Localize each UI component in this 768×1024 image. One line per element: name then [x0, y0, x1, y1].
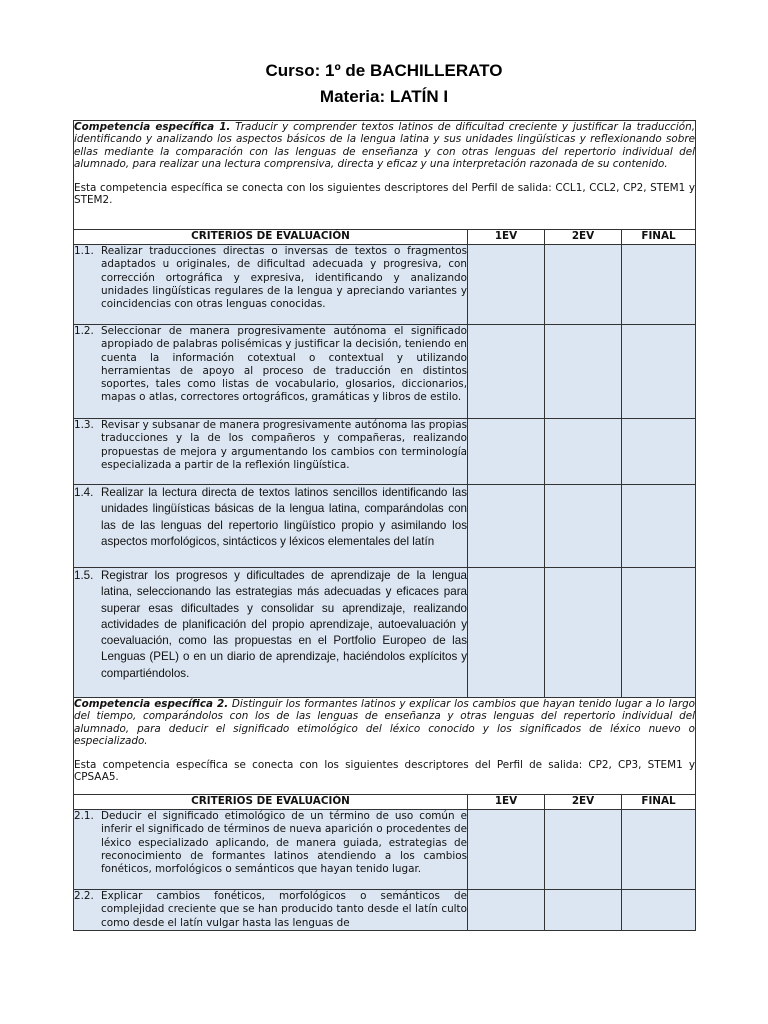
grade-cell-final[interactable] — [622, 568, 696, 698]
ev1-header: 1EV — [468, 795, 545, 810]
criterion-text: Realizar la lectura directa de textos latinos sencillos identificando las unidades lingüísticas básicas de la lengua latina, comparándolas con las de las lenguas del repertorio lingüístico propio y asimilando los aspectos morfológicos, sintácticos y léxicos elementales del latín — [101, 486, 467, 548]
criteria-header: CRITERIOS DE EVALUACIÓN — [74, 795, 468, 810]
criterion-cell — [74, 485, 468, 568]
grade-cell-1ev[interactable] — [468, 568, 545, 698]
competencia-text: Distinguir los formantes latinos y explicar los cambios que hayan tenido lugar a lo largo del tiempo, comparándolos con los de las lenguas de enseñanza y otras lenguas del repertorio individual del alumnado, para deducir el significado etimológico del léxico conocido y los significados de léxico nuevo o especializado. — [74, 698, 696, 747]
criterion-text: Revisar y subsanar de manera progresivamente autónoma las propias traducciones y la de los compañeros y compañeras, realizando propuestas de mejora y argumentando los cambios con terminología especializada a partir de la reflexión lingüística. — [101, 419, 467, 471]
competencia-row — [74, 698, 696, 795]
grade-cell-2ev[interactable] — [545, 810, 622, 890]
criterion-text: Registrar los progresos y dificultades de aprendizaje de la lengua latina, seleccionando las estrategias más adecuadas y eficaces para superar esas dificultades y consolidar su aprendizaje, realizando actividades de planificación del propio aprendizaje, autoevaluación y coevaluación, como las propuestas en el Portfolio Europeo de las Lenguas (PEL) o en un diario de aprendizaje, haciéndolos explícitos y compartiéndolos. — [101, 569, 467, 680]
criteria-header-row — [74, 230, 696, 245]
ev2-header: 2EV — [545, 795, 622, 810]
criterion-cell — [74, 419, 468, 485]
criterion-number: 1.5. — [74, 569, 94, 582]
evaluation-table — [73, 120, 696, 931]
criterion-number: 1.4. — [74, 486, 94, 499]
criterion-cell — [74, 568, 468, 698]
criterion-text: Explicar cambios fonéticos, morfológicos o semánticos de complejidad creciente que se han producido tanto desde el latín culto como desde el latín vulgar hasta las lenguas de — [101, 890, 467, 929]
grade-cell-final[interactable] — [622, 245, 696, 325]
grade-cell-final[interactable] — [622, 890, 696, 931]
criterion-cell — [74, 325, 468, 419]
grade-cell-final[interactable] — [622, 419, 696, 485]
criterion-number: 1.1. — [74, 245, 94, 257]
criterion-text: Seleccionar de manera progresivamente autónoma el significado apropiado de palabras polisémicas y justificar la decisión, teniendo en cuenta la información cotextual o contextual y utilizando herramientas de apoyo al proceso de traducción en distintos soportes, tales como listas de vocabulario, glosarios, diccionarios, mapas o atlas, correctores ortográficos, gramáticas y libros de estilo. — [101, 325, 467, 404]
competencia-connection: Esta competencia específica se conecta con los siguientes descriptores del Perfil de salida: CP2, CP3, STEM1 y CPSAA5. — [74, 759, 696, 784]
grade-cell-2ev[interactable] — [545, 419, 622, 485]
course-title: Curso: 1º de BACHILLERATO — [265, 61, 503, 80]
criterion-text: Deducir el significado etimológico de un término de uso común e inferir el significado de términos de nueva aparición o procedentes de léxico especializado aplicando, de manera guiada, estrategias de reconocimiento de formantes latinos atendiendo a los cambios fonéticos, morfológicos o semánticos que hayan tenido lugar. — [101, 810, 467, 876]
criterion-number: 2.1. — [74, 810, 94, 822]
competencia-heading: Competencia específica 2. — [74, 698, 229, 710]
grade-cell-2ev[interactable] — [545, 325, 622, 419]
criteria-header-row — [74, 795, 696, 810]
ev1-header: 1EV — [468, 230, 545, 245]
grade-cell-final[interactable] — [622, 810, 696, 890]
ev2-header: 2EV — [545, 230, 622, 245]
grade-cell-2ev[interactable] — [545, 890, 622, 931]
competencia-row — [74, 121, 696, 230]
final-header: FINAL — [622, 795, 696, 810]
table-row — [74, 419, 696, 485]
criterion-number: 2.2. — [74, 890, 94, 902]
grade-cell-2ev[interactable] — [545, 568, 622, 698]
grade-cell-final[interactable] — [622, 485, 696, 568]
criterion-text: Realizar traducciones directas o inversas de textos o fragmentos adaptados u originales, de dificultad adecuada y progresiva, con corrección ortográfica y expresiva, identificando y analizando unidades lingüísticas regulares de la lengua y apreciando variantes y coincidencias con otras lenguas conocidas. — [101, 245, 467, 311]
criterion-number: 1.2. — [74, 325, 94, 337]
table-row — [74, 245, 696, 325]
grade-cell-1ev[interactable] — [468, 325, 545, 419]
table-row — [74, 485, 696, 568]
table-row — [74, 810, 696, 890]
document-header — [0, 58, 768, 110]
criterion-cell — [74, 890, 468, 931]
competencia-text: Traducir y comprender textos latinos de dificultad creciente y justificar la traducción, identificando y analizando los aspectos básicos de la lengua latina y sus unidades lingüísticas y reflexionando sobre ellas mediante la comparación con las lenguas de enseñanza y con otras lenguas del repertorio individual del alumnado, para realizar una lectura comprensiva, directa y eficaz y una interpretación razonada de su contenido. — [74, 121, 696, 170]
grade-cell-2ev[interactable] — [545, 245, 622, 325]
competencia-heading: Competencia específica 1. — [74, 121, 231, 133]
grade-cell-2ev[interactable] — [545, 485, 622, 568]
grade-cell-1ev[interactable] — [468, 245, 545, 325]
grade-cell-final[interactable] — [622, 325, 696, 419]
grade-cell-1ev[interactable] — [468, 810, 545, 890]
criterion-cell — [74, 810, 468, 890]
table-row — [74, 568, 696, 698]
criterion-cell — [74, 245, 468, 325]
final-header: FINAL — [622, 230, 696, 245]
table-row — [74, 890, 696, 931]
grade-cell-1ev[interactable] — [468, 485, 545, 568]
criteria-header: CRITERIOS DE EVALUACIÓN — [74, 230, 468, 245]
criterion-number: 1.3. — [74, 419, 94, 431]
grade-cell-1ev[interactable] — [468, 419, 545, 485]
table-row — [74, 325, 696, 419]
competencia-connection: Esta competencia específica se conecta con los siguientes descriptores del Perfil de salida: CCL1, CCL2, CP2, STEM1 y STEM2. — [74, 182, 696, 207]
subject-title: Materia: LATÍN I — [319, 87, 449, 106]
grade-cell-1ev[interactable] — [468, 890, 545, 931]
